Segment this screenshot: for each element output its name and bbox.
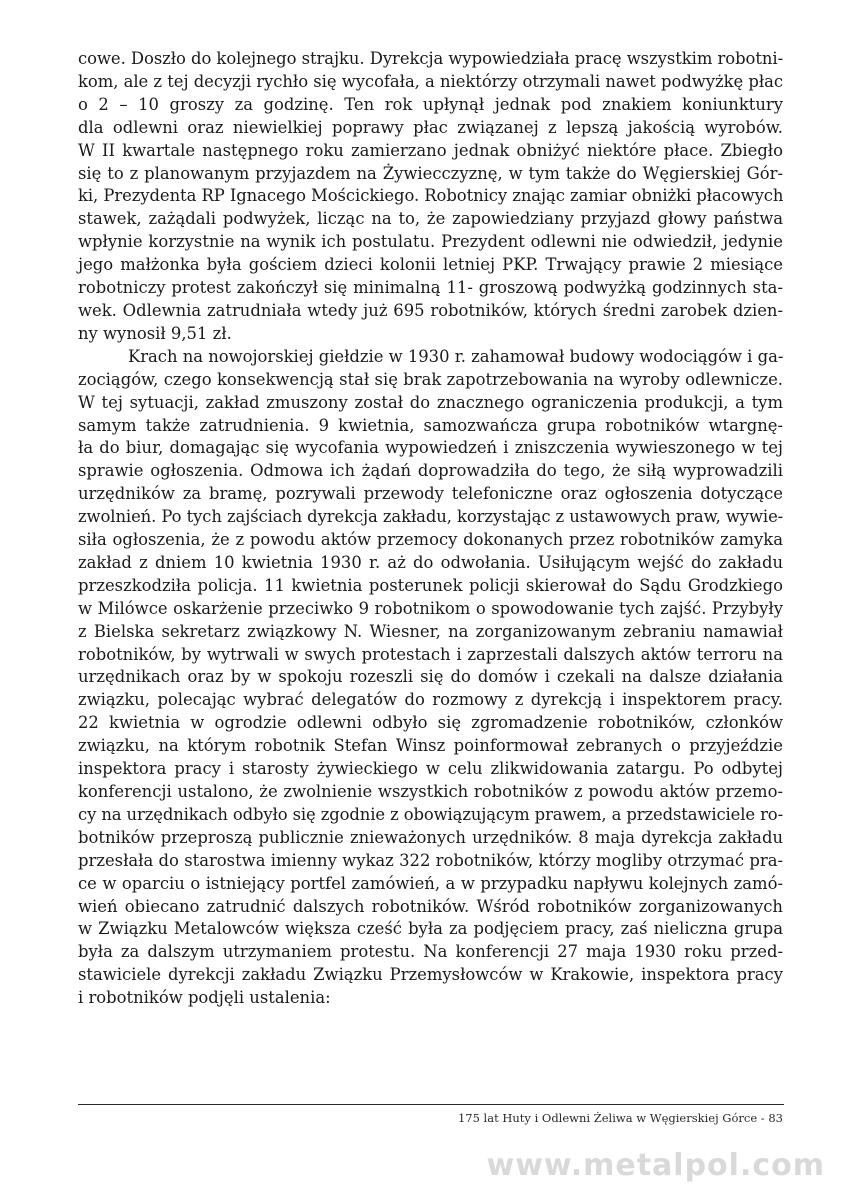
text-line: konferencji ustalono, że zwolnienie wszystkich robotników z powodu aktów przemo- (78, 782, 783, 801)
text-line: ce w oparciu o istniejący portfel zamówień, a w przypadku napływu kolejnych zamó- (78, 873, 783, 893)
text-line: stawek, zażądali podwyżek, licząc na to, że zapowiedziany przyjazd głowy państwa (78, 209, 783, 229)
text-line: wpłynie korzystnie na wynik ich postulatu. Prezydent odlewni nie odwiedził, jedynie (78, 232, 783, 252)
text-line: Krach na nowojorskiej giełdzie w 1930 r. zahamował budowy wodociągów i ga- (128, 346, 784, 366)
text-line: zwolnień. Po tych zajściach dyrekcja zakładu, korzystając z ustawowych praw, wywie- (78, 507, 784, 527)
text-line: ki, Prezydenta RP Ignacego Mościckiego. Robotnicy znając zamiar obniżki płacowych (78, 186, 784, 206)
text-line: samym także zatrudnienia. 9 kwietnia, samozwańcza grupa robotników wtargnę- (78, 415, 783, 435)
text-line: cy na urzędnikach odbyło się zgodnie z obowiązującym prawem, a przedstawiciele ro- (78, 804, 783, 824)
text-line: w Związku Metalowców większa cześć była za podjęciem pracy, zaś nieliczna grupa (78, 919, 783, 939)
text-line: związku, na którym robotnik Stefan Winsz poinformował zebranych o przyjeździe (78, 736, 783, 756)
text-line: urzędnikach oraz by w spokoju rozeszli się do domów i czekali na dalsze działania (78, 667, 783, 687)
text-line: ny wynosił 9,51 zł. (78, 323, 232, 343)
page-body (78, 48, 783, 1010)
text-line: wień obiecano zatrudnić dalszych robotników. Wśród robotników zorganizowanych (78, 896, 783, 916)
watermark: www.metalpol.com (486, 1148, 825, 1183)
text-line: zakład z dniem 10 kwietnia 1930 r. aż do odwołania. Usiłującym wejść do zakładu (78, 552, 783, 572)
text-line: robotników, by wytrwali w swych protestach i zaprzestali dalszych aktów terroru na (78, 644, 783, 664)
text-line: stawiciele dyrekcji zakładu Związku Przemysłowców w Krakowie, inspektora pracy (78, 965, 783, 985)
footer-rule (78, 1104, 784, 1105)
text-line: się to z planowanym przyjazdem na Żywiecczyznę, w tym także do Węgierskiej Gór- (78, 163, 783, 183)
text-line: w Milówce oskarżenie przeciwko 9 robotnikom o spowodowanie tych zajść. Przybyły (78, 598, 783, 618)
text-line: była za dalszym utrzymaniem protestu. Na konferencji 27 maja 1930 roku przed- (78, 942, 783, 962)
text-line: ła do biur, domagając się wycofania wypowiedzeń i zniszczenia wywieszonego w tej (78, 438, 783, 458)
text-line: o 2 – 10 groszy za godzinę. Ten rok upłynął jednak pod znakiem koniunktury (78, 94, 783, 114)
text-line: sprawie ogłoszenia. Odmowa ich żądań doprowadziła do tego, że siłą wyprowadzili (78, 461, 783, 481)
text-line: inspektora pracy i starosty żywieckiego w celu zlikwidowania zatargu. Po odbytej (78, 759, 783, 779)
text-line: z Bielska sekretarz związkowy N. Wiesner, na zorganizowanym zebraniu namawiał (78, 621, 783, 641)
text-line: jego małżonka była gościem dzieci kolonii letniej PKP. Trwający prawie 2 miesiące (78, 255, 783, 275)
text-line: kom, ale z tej decyzji rychło się wycofała, a niektórzy otrzymali nawet podwyżkę płac (78, 71, 783, 91)
text-line: wek. Odlewnia zatrudniała wtedy już 695 robotników, których średni zarobek dzien- (78, 300, 783, 320)
text-line: siła ogłoszenia, że z powodu aktów przemocy dokonanych przez robotników zamyka (78, 530, 783, 550)
text-line: urzędników za bramę, pozrywali przewody telefoniczne oraz ogłoszenia dotyczące (78, 484, 783, 504)
running-footer: 175 lat Huty i Odlewni Żeliwa w Węgierskiej Górce - 83 (457, 1111, 783, 1125)
text-line: związku, polecając wybrać delegatów do rozmowy z dyrekcją i inspektorem pracy. (78, 690, 783, 710)
text-line: zociągów, czego konsekwencją stał się brak zapotrzebowania na wyroby odlewnicze. (78, 369, 783, 389)
text-line: robotniczy protest zakończył się minimalną 11- groszową podwyżką godzinnych sta- (78, 278, 783, 298)
text-line: przesłała do starostwa imienny wykaz 322 robotników, którzy mogliby otrzymać pra- (78, 850, 783, 870)
text-line: W II kwartale następnego roku zamierzano jednak obniżyć niektóre płace. Zbiegło (78, 140, 783, 160)
text-line: W tej sytuacji, zakład zmuszony został do znacznego ograniczenia produkcji, a tym (78, 392, 783, 412)
paragraph-2 (78, 346, 783, 1010)
text-line: i robotników podjęli ustalenia: (78, 988, 331, 1008)
text-line: przeszkodziła policja. 11 kwietnia posterunek policji skierował do Sądu Grodzkiego (78, 575, 783, 595)
text-line: cowe. Doszło do kolejnego strajku. Dyrekcja wypowiedziała pracę wszystkim robotni- (78, 49, 784, 68)
text-line: botników przeproszą publicznie znieważonych urzędników. 8 maja dyrekcja zakładu (78, 827, 783, 847)
text-line: dla odlewni oraz niewielkiej poprawy płac związanej z lepszą jakością wyrobów. (78, 117, 783, 137)
text-line: 22 kwietnia w ogrodzie odlewni odbyło się zgromadzenie robotników, członków (78, 713, 783, 733)
paragraph-1 (78, 48, 783, 346)
